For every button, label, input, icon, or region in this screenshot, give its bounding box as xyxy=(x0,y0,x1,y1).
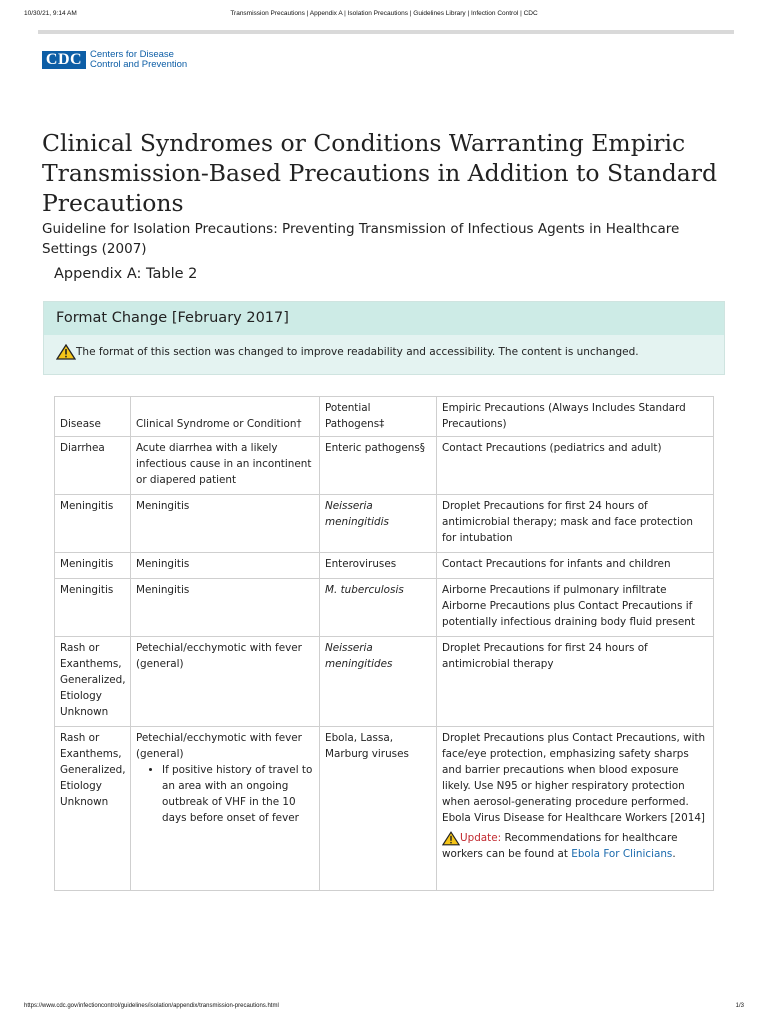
org-line-2: Control and Prevention xyxy=(90,59,188,70)
precautions-reference: Ebola Virus Disease for Healthcare Workers [2014] xyxy=(442,812,705,824)
cell-precautions xyxy=(437,727,714,891)
cell-disease: Rash or Exanthems, Generalized, Etiology Unknown xyxy=(55,727,131,891)
cell-pathogens: Neisseria meningitides xyxy=(320,637,437,727)
syndrome-text: Petechial/ecchymotic with fever (general) xyxy=(136,732,302,760)
warning-icon xyxy=(442,831,460,846)
table-row xyxy=(55,637,714,727)
header-pathogens: Potential Pathogens‡ xyxy=(320,397,437,437)
header-syndrome: Clinical Syndrome or Condition† xyxy=(131,397,320,437)
cdc-logo-org xyxy=(90,50,187,70)
cell-syndrome: Acute diarrhea with a likely infectious cause in an incontinent or diapered patient xyxy=(131,437,320,495)
page-title: Clinical Syndromes or Conditions Warranting Empiric Transmission-Based Precautions in Addition to Standard Precautions xyxy=(42,129,718,217)
print-datetime: 10/30/21, 9:14 AM xyxy=(24,10,77,17)
cell-syndrome: Meningitis xyxy=(131,579,320,637)
org-line-1: Centers for Disease xyxy=(90,49,174,60)
precautions-line-1: Airborne Precautions if pulmonary infiltrate xyxy=(442,584,667,596)
syndrome-bullet-list xyxy=(136,762,314,826)
table-row xyxy=(55,495,714,553)
cell-precautions xyxy=(437,579,714,637)
table-row xyxy=(55,579,714,637)
cell-syndrome xyxy=(131,727,320,891)
cell-disease: Diarrhea xyxy=(55,437,131,495)
print-header xyxy=(24,10,744,22)
cell-syndrome: Meningitis xyxy=(131,495,320,553)
table-row xyxy=(55,553,714,579)
cdc-logo-letters: CDC xyxy=(45,51,83,68)
cell-pathogens: Neisseria meningitidis xyxy=(320,495,437,553)
appendix-label: Appendix A: Table 2 xyxy=(54,266,198,282)
syndrome-bullet: • If positive history of travel to an area with an ongoing outbreak of VHF in the 10 days before onset of fever xyxy=(162,762,314,826)
notice-heading: Format Change [February 2017] xyxy=(44,302,724,335)
update-label: Update: xyxy=(460,832,502,844)
cell-disease: Meningitis xyxy=(55,553,131,579)
cell-syndrome: Meningitis xyxy=(131,553,320,579)
header-precautions: Empiric Precautions (Always Includes Standard Precautions) xyxy=(437,397,714,437)
cell-pathogens: Ebola, Lassa, Marburg viruses xyxy=(320,727,437,891)
page-subtitle: Guideline for Isolation Precautions: Preventing Transmission of Infectious Agents in Healthcare Settings (2007) xyxy=(42,221,680,257)
format-change-notice xyxy=(43,301,725,375)
warning-icon xyxy=(56,344,76,360)
ebola-for-clinicians-link[interactable]: Ebola For Clinicians xyxy=(571,848,673,860)
update-end: . xyxy=(672,848,676,860)
cell-disease: Meningitis xyxy=(55,579,131,637)
update-note xyxy=(442,830,708,862)
precautions-line-2: Airborne Precautions plus Contact Precautions if potentially infectious draining body fluid present xyxy=(442,600,695,628)
notice-text: The format of this section was changed to improve readability and accessibility. The content is unchanged. xyxy=(76,346,639,358)
cell-disease: Meningitis xyxy=(55,495,131,553)
cell-pathogens: M. tuberculosis xyxy=(320,579,437,637)
footer-page-number: 1/3 xyxy=(735,1003,744,1009)
top-divider xyxy=(38,30,734,34)
cell-precautions: Droplet Precautions for first 24 hours of antimicrobial therapy xyxy=(437,637,714,727)
cdc-logo-badge xyxy=(42,47,86,73)
table-row xyxy=(55,437,714,495)
precautions-table xyxy=(54,396,714,891)
precautions-text: Droplet Precautions plus Contact Precautions, with face/eye protection, emphasizing safety sharps and barrier precautions when blood exposure likely. Use N95 or higher respiratory protection when aerosol-generating procedure performed. xyxy=(442,732,706,808)
cell-pathogens: Enteric pathogens§ xyxy=(320,437,437,495)
cell-precautions: Contact Precautions for infants and children xyxy=(437,553,714,579)
update-text: Recommendations for healthcare workers can be found at xyxy=(442,832,678,860)
print-footer xyxy=(24,1003,744,1013)
header-disease: Disease xyxy=(55,397,131,437)
print-page-title: Transmission Precautions | Appendix A | Isolation Precautions | Guidelines Library | Infection Control | CDC xyxy=(230,10,538,17)
cell-pathogens: Enteroviruses xyxy=(320,553,437,579)
table-row xyxy=(55,727,714,891)
notice-body xyxy=(44,335,724,360)
cell-disease: Rash or Exanthems, Generalized, Etiology Unknown xyxy=(55,637,131,727)
cdc-logo[interactable] xyxy=(42,46,187,74)
footer-url: https://www.cdc.gov/infectioncontrol/guidelines/isolation/appendix/transmission-precautions.html xyxy=(24,1003,279,1009)
cell-syndrome: Petechial/ecchymotic with fever (general) xyxy=(131,637,320,727)
cell-precautions: Droplet Precautions for first 24 hours of antimicrobial therapy; mask and face protection for intubation xyxy=(437,495,714,553)
cell-precautions: Contact Precautions (pediatrics and adult) xyxy=(437,437,714,495)
table-header-row xyxy=(55,397,714,437)
